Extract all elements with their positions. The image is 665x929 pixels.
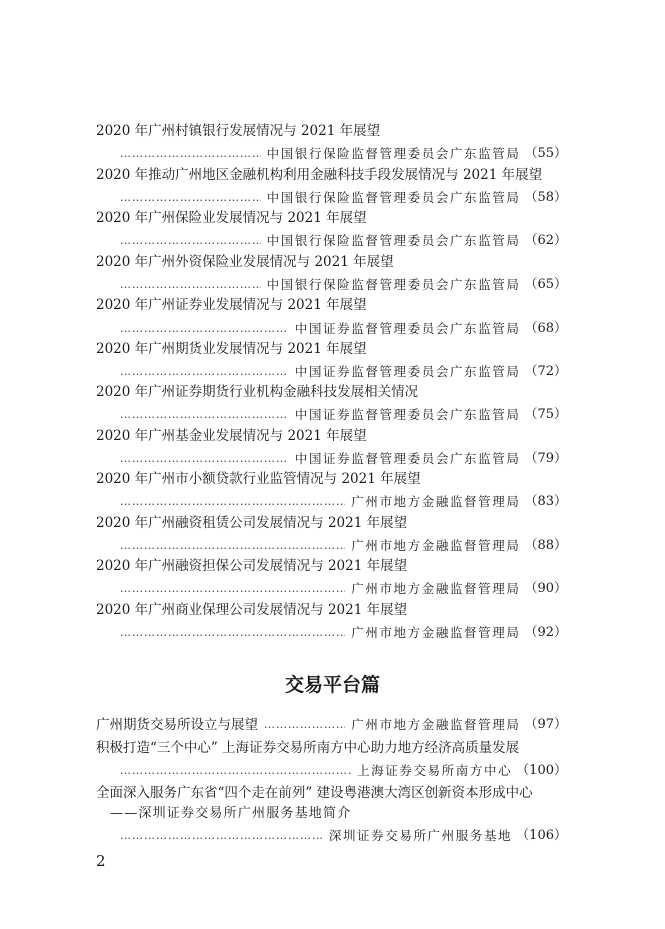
toc-entry-source-line	[120, 232, 567, 250]
toc-entry-source-line	[120, 537, 567, 555]
section-heading: 交易平台篇	[284, 674, 380, 696]
toc-entry-source-line	[120, 580, 567, 598]
toc-entry-page: （62）	[524, 233, 567, 248]
toc-entry-source: 中国证券监督管理委员会广东监管局	[294, 407, 521, 422]
toc-entry-source-line	[120, 406, 567, 424]
toc-entry-page: （72）	[524, 364, 567, 379]
dot-leader	[120, 762, 351, 780]
toc-entry-source: 广州市地方金融监督管理局	[351, 717, 521, 732]
toc-entry-title: 广州期货交易所设立与展望	[96, 717, 258, 733]
toc-entry-page: （65）	[524, 277, 567, 292]
dot-leader	[120, 406, 289, 424]
toc-entry-title: 2020 年广州证券业发展情况与 2021 年展望	[96, 297, 367, 313]
dot-leader	[120, 493, 345, 511]
toc-entry-source: 上海证券交易所南方中心	[357, 763, 513, 778]
toc-entry-source: 中国证券监督管理委员会广东监管局	[294, 321, 521, 336]
toc-entry-title: 2020 年广州商业保理公司发展情况与 2021 年展望	[96, 602, 408, 618]
toc-entry-page: （106）	[516, 828, 567, 843]
toc-entry-page: （88）	[524, 538, 567, 553]
toc-entry-source-line	[120, 189, 567, 207]
toc-entry-page: （92）	[524, 625, 567, 640]
toc-entry-source: 广州市地方金融监督管理局	[351, 538, 521, 553]
dot-leader	[120, 580, 345, 598]
toc-entry-page: （90）	[524, 581, 567, 596]
toc-entry-page: （97）	[524, 717, 567, 732]
toc-entry-source: 中国银行保险监督管理委员会广东监管局	[266, 277, 521, 292]
toc-entry-source-line	[120, 320, 567, 338]
dot-leader	[120, 827, 323, 845]
toc-entry-title: 积极打造“三个中心” 上海证券交易所南方中心助力地方经济高质量发展	[96, 740, 520, 756]
toc-entry-source: 广州市地方金融监督管理局	[351, 581, 521, 596]
dot-leader	[120, 232, 261, 250]
dot-leader	[120, 145, 261, 163]
toc-entry-page: （79）	[524, 451, 567, 466]
toc-entry-source-line	[120, 276, 567, 294]
toc-entry-source: 中国银行保险监督管理委员会广东监管局	[266, 146, 521, 161]
dot-leader	[120, 276, 261, 294]
toc-entry-page: （55）	[524, 146, 567, 161]
toc-entry-source: 中国银行保险监督管理委员会广东监管局	[266, 190, 521, 205]
toc-entry-title: 2020 年广州融资担保公司发展情况与 2021 年展望	[96, 558, 408, 574]
toc-entry-title: 2020 年广州期货业发展情况与 2021 年展望	[96, 341, 367, 357]
dot-leader	[120, 189, 261, 207]
toc-entry-page: （58）	[524, 190, 567, 205]
toc-entry-source-line	[120, 624, 567, 642]
toc-entry-source-line	[120, 450, 567, 468]
toc-entry-title: 2020 年广州市小额贷款行业监管情况与 2021 年展望	[96, 471, 421, 487]
toc-entry-title: 全面深入服务广东省“四个走在前列” 建设粤港澳大湾区创新资本形成中心	[96, 785, 533, 801]
dot-leader	[120, 363, 289, 381]
toc-entry-source: 深圳证券交易所广州服务基地	[328, 828, 513, 843]
toc-entry-source-line	[120, 493, 567, 511]
dot-leader	[264, 716, 345, 734]
toc-entry-source: 中国证券监督管理委员会广东监管局	[294, 451, 521, 466]
toc-entry-source-line	[120, 363, 567, 381]
dot-leader	[120, 450, 289, 468]
toc-entry-title: 2020 年广州证券期货行业机构金融科技发展相关情况	[96, 384, 419, 400]
toc-entry-page: （83）	[524, 494, 567, 509]
toc-entry-source: 中国银行保险监督管理委员会广东监管局	[266, 233, 521, 248]
toc-entry-title: 2020 年广州基金业发展情况与 2021 年展望	[96, 428, 367, 444]
toc-entry-title: 2020 年广州村镇银行发展情况与 2021 年展望	[96, 123, 381, 139]
toc-entry-title: 2020 年广州外资保险业发展情况与 2021 年展望	[96, 254, 394, 270]
toc-entry-source-line	[120, 145, 567, 163]
toc-entry-source: 中国证券监督管理委员会广东监管局	[294, 364, 521, 379]
dot-leader	[120, 537, 345, 555]
toc-entry-source: 广州市地方金融监督管理局	[351, 625, 521, 640]
toc-entry-page: （68）	[524, 321, 567, 336]
dot-leader	[120, 624, 345, 642]
toc-entry-page: （75）	[524, 407, 567, 422]
toc-entry-title: 2020 年推动广州地区金融机构利用金融科技手段发展情况与 2021 年展望	[96, 167, 543, 183]
toc-entry-page: （100）	[516, 763, 567, 778]
toc-entry-title: 2020 年广州融资租赁公司发展情况与 2021 年展望	[96, 515, 408, 531]
toc-entry-source: 广州市地方金融监督管理局	[351, 494, 521, 509]
toc-entry-title: 2020 年广州保险业发展情况与 2021 年展望	[96, 210, 367, 226]
page-number: 2	[96, 852, 106, 870]
toc-entry-source-line	[120, 762, 567, 780]
toc-entry-source-line	[120, 827, 567, 845]
toc-entry-subtitle: ——深圳证券交易所广州服务基地简介	[110, 806, 352, 821]
toc-entry-inline	[96, 716, 567, 734]
dot-leader	[120, 320, 289, 338]
